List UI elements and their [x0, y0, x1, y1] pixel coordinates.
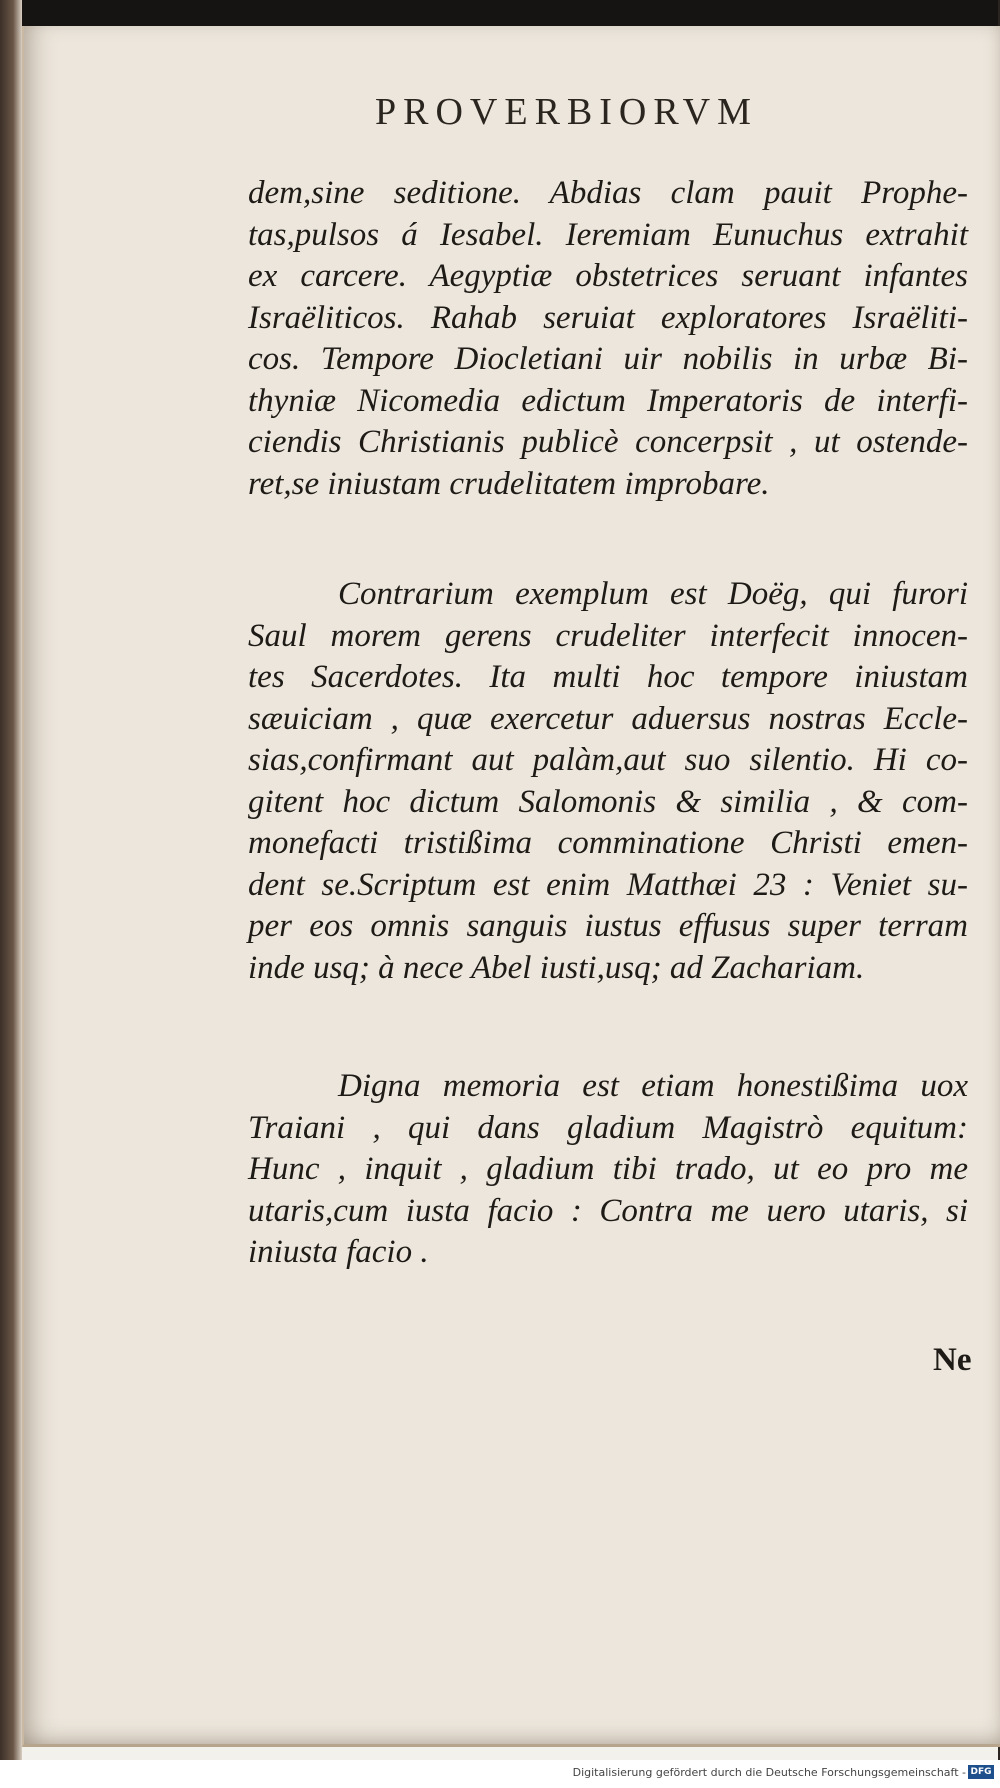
text-line: per eos omnis sanguis iustus effusus super terram — [248, 908, 968, 944]
text-line: gitent hoc dictum Salomonis & similia , & com- — [248, 783, 968, 820]
text-line: tas,pulsos á Iesabel. Ieremiam Eunuchus extrahit — [248, 216, 968, 253]
paragraph-1 — [248, 173, 968, 505]
paragraph-2 — [248, 574, 968, 989]
paragraph-3 — [248, 1066, 968, 1274]
text-line: ciendis Christianis publicè concerpsit , ut ostende- — [248, 424, 968, 460]
text-line: utaris,cum iusta facio : Contra me uero utaris, si — [248, 1192, 968, 1229]
text-line: monefacti tristißima comminatione Christi emen- — [248, 825, 968, 861]
digitization-footer — [0, 1760, 1000, 1788]
text-line: Hunc , inquit , gladium tibi trado, ut eo pro me — [248, 1151, 968, 1187]
footer-credit: Digitalisierung gefördert durch die Deutsche Forschungsgemeinschaft - — [572, 1766, 966, 1779]
text-line: iniusta facio . — [248, 1234, 429, 1270]
text-line: cos. Tempore Diocletiani uir nobilis in urbæ Bi- — [248, 341, 968, 377]
book-gutter-edge — [0, 0, 22, 1760]
text-line: ret,se iniustam crudelitatem improbare. — [248, 465, 770, 502]
text-line: Digna memoria est etiam honestißima uox — [338, 1068, 968, 1104]
dfg-logo: DFG — [968, 1765, 994, 1779]
catchword: Ne — [933, 1342, 972, 1378]
text-line: Traiani , qui dans gladium Magistrò equitum: — [248, 1109, 968, 1146]
text-line: dem,sine seditione. Abdias clam pauit Prophe- — [248, 175, 968, 211]
text-line: Saul morem gerens crudeliter interfecit innocen- — [248, 617, 968, 654]
text-line: dent se.Scriptum est enim Matthæi 23 : Veniet su- — [248, 866, 968, 903]
text-line: ex carcere. Aegyptiæ obstetrices seruant infantes — [248, 258, 968, 294]
text-line: thyniæ Nicomedia edictum Imperatoris de interfi- — [248, 382, 968, 419]
text-line: Contrarium exemplum est Doëg, qui furori — [338, 576, 968, 612]
text-line: tes Sacerdotes. Ita multi hoc tempore iniustam — [248, 659, 968, 695]
text-line: Israëliticos. Rahab seruiat exploratores Israëliti- — [248, 299, 968, 336]
scan-top-border — [0, 0, 1000, 26]
text-line: inde usq; à nece Abel iusti,usq; ad Zachariam. — [248, 949, 865, 986]
text-line: sias,confirmant aut palàm,aut suo silentio. Hi co- — [248, 742, 968, 778]
text-line: sæuiciam , quæ exercetur aduersus nostras Eccle- — [248, 700, 968, 737]
running-title: PROVERBIORVM — [375, 91, 758, 133]
